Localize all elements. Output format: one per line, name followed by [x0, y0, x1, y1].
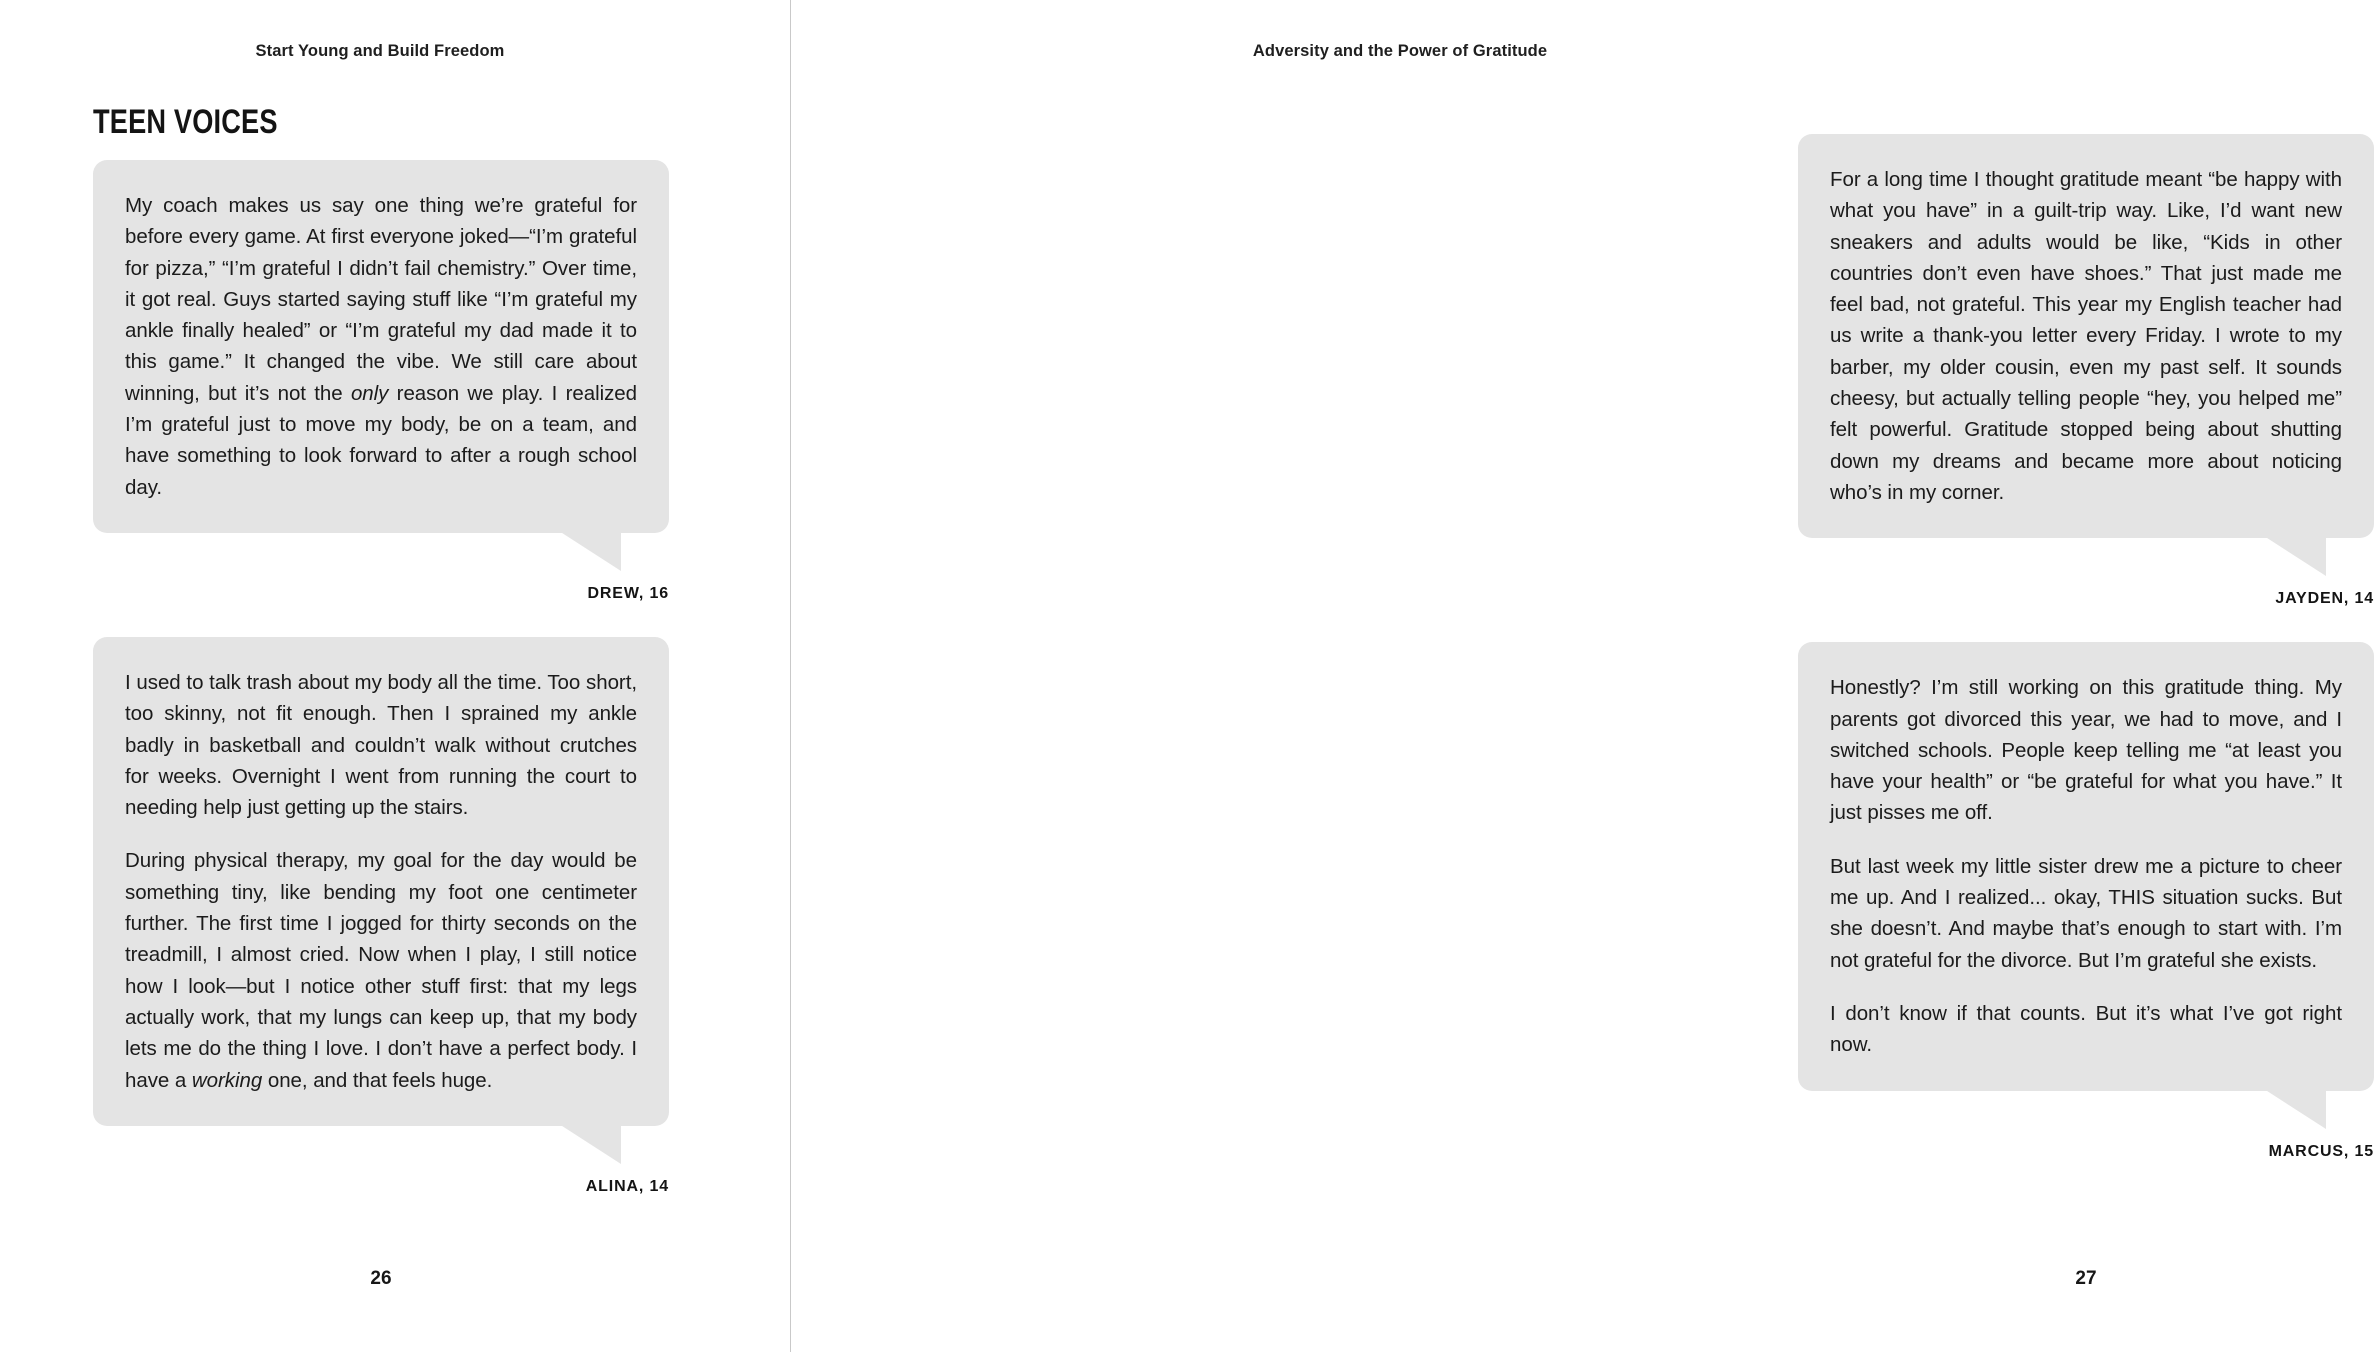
quote-block — [93, 637, 669, 1196]
quote-text-after: one, and that feels huge. — [262, 1068, 493, 1092]
quote-paragraph — [125, 190, 637, 503]
section-title-teen-voices: TEEN VOICES — [93, 103, 278, 141]
quote-text-before: I don’t know if that counts. But it’s what I’ve got right now. — [1830, 1001, 2342, 1057]
quotes-container-left — [93, 160, 669, 1196]
running-head-left: Start Young and Build Freedom — [255, 42, 505, 60]
quote-attribution: DREW, 16 — [587, 584, 669, 602]
quote-text-after: reason we play. I realized I’m grateful just to move my body, be on a team, and have something to look forward to after a rough school day. — [125, 381, 637, 499]
page-left — [0, 0, 890, 1352]
speech-bubble — [1798, 642, 2374, 1090]
quote-text-before: My coach makes us say one thing we’re grateful for before every game. At first everyone joked—“I’m grateful for pizza,” “I’m grateful I didn’t fail chemistry.” Over time, it got real. Guys started saying stuff like “I’m grateful my ankle finally healed” or “I’m grateful my dad made it to this game.” It changed the vibe. We still care about winning, but it’s not the — [125, 194, 637, 405]
bubble-tail-icon — [559, 1124, 621, 1164]
bubble-tail-icon — [559, 531, 621, 571]
quotes-container-right — [1798, 134, 2374, 1161]
quote-text-before: Honestly? I’m still working on this gratitude thing. My parents got divorced this year, we had to move, and I switched schools. People keep telling me “at least you have your health” or “be grateful for what you have.” It just pisses me off. — [1830, 676, 2342, 825]
speech-bubble — [93, 160, 669, 533]
running-head-right: Adversity and the Power of Gratitude — [1252, 42, 1548, 60]
quote-block — [1798, 642, 2374, 1160]
page-right — [890, 0, 2374, 1352]
quote-paragraph — [1830, 851, 2342, 976]
quote-attribution: JAYDEN, 14 — [2275, 590, 2374, 608]
speech-bubble — [93, 637, 669, 1126]
quote-emphasis: only — [350, 381, 389, 405]
quote-text-before: I used to talk trash about my body all the time. Too short, too skinny, not fit enough. Then I sprained my ankle badly in basketball and couldn’t walk without crutches for weeks. Overnight I went from running the court to needing help just getting up the stairs. — [125, 670, 637, 820]
page-number-right: 27 — [2075, 1268, 2097, 1289]
quote-block — [1798, 134, 2374, 608]
bubble-tail-icon — [2264, 1089, 2326, 1129]
quote-paragraph — [1830, 672, 2342, 828]
quote-spacer — [1798, 608, 2374, 642]
quote-paragraph — [125, 845, 637, 1095]
page-number-left: 26 — [370, 1268, 392, 1289]
quote-attribution: ALINA, 14 — [585, 1177, 669, 1195]
quote-text-before: During physical therapy, my goal for the day would be something tiny, like bending my foot one centimeter further. The first time I jogged for thirty seconds on the treadmill, I almost cried. Now when I play, I still notice how I look—but I notice other stuff first: that my legs actually work, that my lungs can keep up, that my body lets me do the thing I love. I don’t have a perfect body. I have a — [125, 849, 637, 1092]
quote-attribution: MARCUS, 15 — [2268, 1142, 2374, 1160]
quote-paragraph — [1830, 164, 2342, 508]
quote-block — [93, 160, 669, 603]
quote-text-before: But last week my little sister drew me a picture to cheer me up. And I realized... okay, THIS situation sucks. But she doesn’t. And maybe that’s enough to start with. I’m not grateful for the divorce. But I’m grateful she exists. — [1830, 854, 2342, 972]
speech-bubble — [1798, 134, 2374, 538]
quote-paragraph — [125, 667, 637, 823]
quote-emphasis: working — [191, 1068, 263, 1092]
quote-text-before: For a long time I thought gratitude meant “be happy with what you have” in a guilt-trip way. Like, I’d want new sneakers and adults would be like, “Kids in other countries don’t even have shoes.” That just made me feel bad, not grateful. This year my English teacher had us write a thank-you letter every Friday. I wrote to my barber, my older cousin, even my past self. It sounds cheesy, but actually telling people “hey, you helped me” felt powerful. Gratitude stopped being about shutting down my dreams and became more about noticing who’s in my corner. — [1830, 168, 2342, 504]
quote-spacer — [93, 603, 669, 637]
quote-paragraph — [1830, 998, 2342, 1061]
bubble-tail-icon — [2264, 536, 2326, 576]
